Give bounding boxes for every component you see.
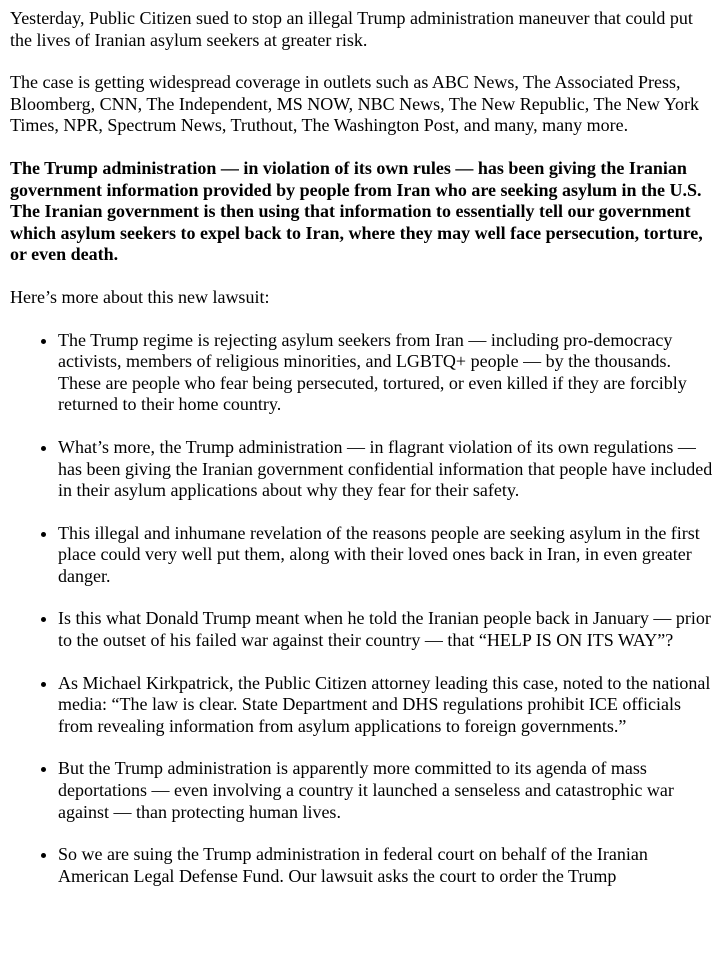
- lawsuit-intro-paragraph: Here’s more about this new lawsuit:: [10, 286, 270, 307]
- list-item: • What’s more, the Trump administration — in flagrant violation of its own regulations — has been giving the Iranian government confidential information that people have included in their asylum applications about why they fear for their safety.: [58, 437, 716, 502]
- coverage-paragraph: The case is getting widespread coverage in outlets such as ABC News, The Associated Press, Bloomberg, CNN, The Independent, MS NOW, NBC News, The New Republic, The New York Times, NPR, Spectrum News, Truthout, The Washington Post, and many, many more.: [10, 72, 699, 136]
- intro-paragraph: Yesterday, Public Citizen sued to stop an illegal Trump administration maneuver that could put the lives of Iranian asylum seekers at greater risk.: [10, 8, 693, 50]
- list-item: • Is this what Donald Trump meant when he told the Iranian people back in January — prior to the outset of his failed war against their country — that “HELP IS ON ITS WAY”?: [58, 608, 716, 651]
- list-item: • But the Trump administration is apparently more committed to its agenda of mass deportations — even involving a country it launched a senseless and catastrophic war against — than protecting human lives.: [58, 758, 716, 823]
- document-body: [10, 8, 716, 908]
- list-item: • As Michael Kirkpatrick, the Public Citizen attorney leading this case, noted to the national media: “The law is clear. State Department and DHS regulations prohibit ICE officials from revealing information from asylum applications to foreign governments.”: [58, 673, 716, 738]
- list-item: • So we are suing the Trump administration in federal court on behalf of the Iranian American Legal Defense Fund. Our lawsuit asks the court to order the Trump: [58, 844, 716, 887]
- lawsuit-details-list: [10, 330, 716, 888]
- list-item: • This illegal and inhumane revelation of the reasons people are seeking asylum in the first place could very well put them, along with their loved ones back in Iran, in even greater danger.: [58, 523, 716, 588]
- bold-summary-paragraph: The Trump administration — in violation of its own rules — has been giving the Iranian government information provided by people from Iran who are seeking asylum in the U.S. The Iranian government is then using that information to essentially tell our government which asylum seekers to expel back to Iran, where they may well face persecution, torture, or even death.: [10, 157, 703, 265]
- list-item: • The Trump regime is rejecting asylum seekers from Iran — including pro-democracy activists, members of religious minorities, and LGBTQ+ people — by the thousands. These are people who fear being persecuted, tortured, or even killed if they are forcibly returned to their home country.: [58, 330, 716, 416]
